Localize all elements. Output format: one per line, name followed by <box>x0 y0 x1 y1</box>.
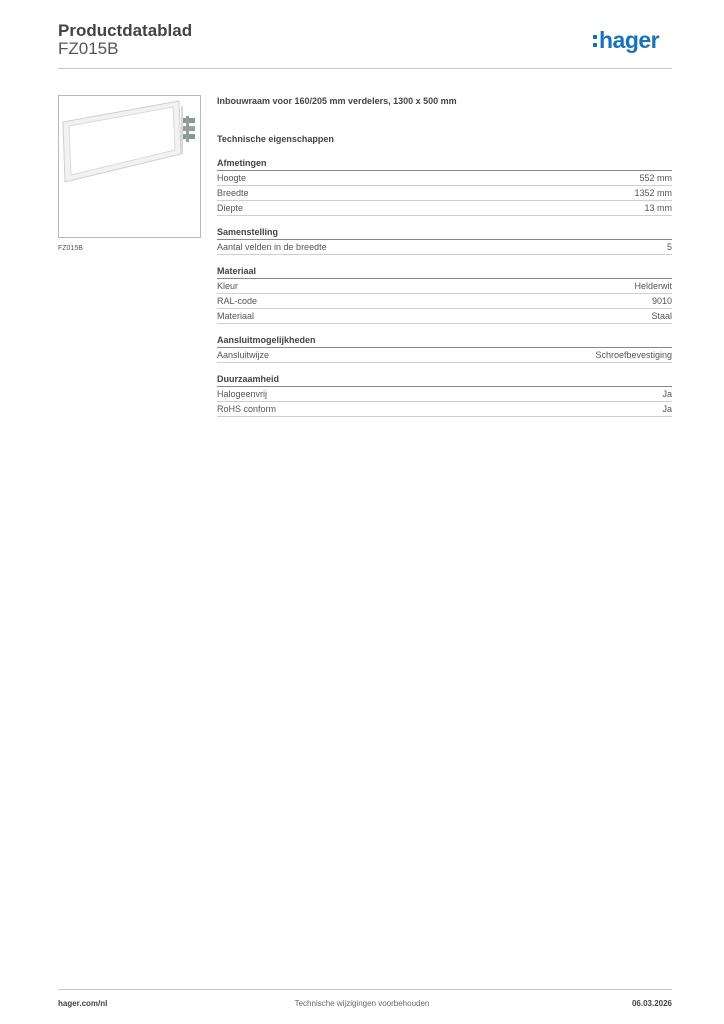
group-title: Duurzaamheid <box>217 373 672 387</box>
property-label: RoHS conform <box>217 404 277 414</box>
property-row <box>217 171 672 186</box>
footer-date: 06.03.2026 <box>631 999 672 1008</box>
property-value: Ja <box>662 389 672 399</box>
property-label: Aantal velden in de breedte <box>217 242 327 252</box>
property-row <box>217 294 672 309</box>
property-value: 9010 <box>651 296 672 306</box>
property-row <box>217 186 672 201</box>
footer-divider <box>58 989 672 990</box>
property-row <box>217 279 672 294</box>
property-group-samenstelling <box>217 226 672 255</box>
property-label: Diepte <box>217 203 244 213</box>
property-row <box>217 387 672 402</box>
property-label: Halogeenvrij <box>217 389 268 399</box>
property-value: 13 mm <box>644 203 672 213</box>
property-value: Staal <box>651 311 672 321</box>
property-row <box>217 201 672 216</box>
property-row <box>217 240 672 255</box>
property-label: Hoogte <box>217 173 247 183</box>
property-label: RAL-code <box>217 296 258 306</box>
page-title: Productdatablad <box>58 21 193 40</box>
property-label: Kleur <box>217 281 239 291</box>
property-value: Helderwit <box>634 281 672 291</box>
group-title: Aansluitmogelijkheden <box>217 334 672 348</box>
property-row <box>217 348 672 363</box>
property-value: 1352 mm <box>634 188 672 198</box>
property-label: Aansluitwijze <box>217 350 270 360</box>
property-row <box>217 402 672 417</box>
property-label: Materiaal <box>217 311 255 321</box>
product-image <box>58 95 201 238</box>
footer-website-link[interactable]: hager.com/nl <box>58 999 108 1008</box>
svg-text:hager: hager <box>599 27 660 53</box>
frame-illustration <box>59 96 200 237</box>
property-label: Breedte <box>217 188 249 198</box>
header-divider <box>58 68 672 69</box>
group-title: Materiaal <box>217 265 672 279</box>
group-title: Samenstelling <box>217 226 672 240</box>
footer-notice: Technische wijzigingen voorbehouden <box>294 999 430 1008</box>
rail-clip-icon <box>183 116 195 142</box>
property-group-aansluitmogelijkheden <box>217 334 672 363</box>
product-description: Inbouwraam voor 160/205 mm verdelers, 1300 x 500 mm <box>217 96 457 106</box>
product-details <box>217 95 672 427</box>
property-value: 552 mm <box>639 173 672 183</box>
property-group-afmetingen <box>217 157 672 216</box>
property-value: Ja <box>662 404 672 414</box>
property-value: Schroefbevestiging <box>595 350 672 360</box>
hager-logo <box>592 26 674 56</box>
properties-heading: Technische eigenschappen <box>217 134 334 144</box>
group-title: Afmetingen <box>217 157 672 171</box>
product-code: FZ015B <box>58 39 119 58</box>
property-group-duurzaamheid <box>217 373 672 417</box>
image-caption: FZ015B <box>58 245 83 252</box>
property-value: 5 <box>666 242 672 252</box>
property-group-materiaal <box>217 265 672 324</box>
property-row <box>217 309 672 324</box>
